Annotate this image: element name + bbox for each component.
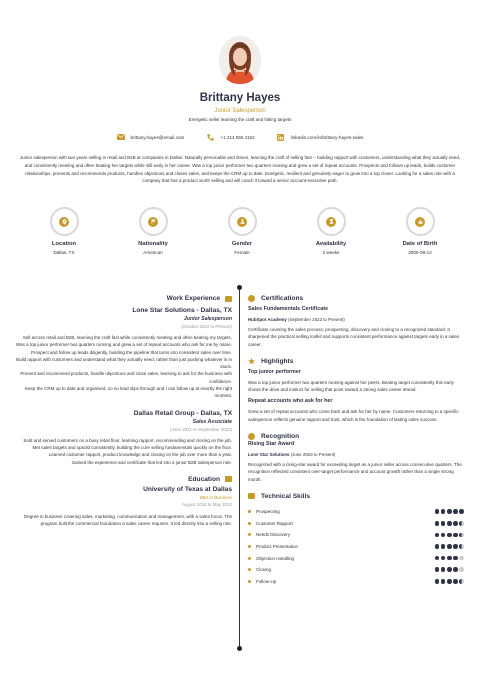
highlight-text: Grew a set of repeat accounts who come back and ask for her by name. Customers returning to a specific salesperson reflects genuine rapport and trust, which is the foundation of lasting sales success. bbox=[248, 409, 459, 422]
skill-row bbox=[248, 529, 464, 541]
skill-rating bbox=[435, 567, 464, 572]
certificate-icon bbox=[248, 295, 255, 302]
bullet-icon bbox=[248, 533, 251, 536]
skill-row bbox=[248, 541, 464, 553]
rating-dot bbox=[435, 533, 440, 538]
skills-list bbox=[248, 506, 464, 587]
skill-name: Product Presentation bbox=[256, 544, 299, 550]
job-title: Junior Salesperson bbox=[214, 108, 266, 114]
job-bullet: Gained the experience and certificate that led into a junior B2B salesperson role. bbox=[71, 459, 232, 465]
rating-dot bbox=[447, 579, 452, 584]
contact-phone[interactable] bbox=[206, 134, 254, 140]
skill-name: Follow-Up bbox=[256, 578, 277, 584]
job-entry bbox=[16, 410, 232, 466]
contact-linkedin[interactable] bbox=[277, 134, 364, 140]
bullet-icon bbox=[248, 568, 251, 571]
job-dates: (October 2022 to Present) bbox=[181, 324, 232, 329]
certification-description: Certificate covering the sales process, prospecting, discovery and closing to a recognized standard. It sharpened the practical selling toolkit and supports consistent performance against targets early in a sales career. bbox=[248, 327, 460, 347]
rating-dot bbox=[435, 567, 440, 572]
skill-rating bbox=[435, 521, 464, 526]
info-gender bbox=[216, 207, 268, 255]
skill-row bbox=[248, 552, 464, 564]
avatar bbox=[219, 36, 261, 84]
info-gender-value: Female bbox=[234, 250, 250, 255]
job-bullet: Prospect and follow up leads diligently, building the pipeline that turns into consistent sales over time. bbox=[30, 349, 232, 355]
certification-issuer: HubSpot Academy (September 2022 to Present) bbox=[248, 317, 345, 322]
info-nationality bbox=[127, 207, 179, 255]
info-nationality-label: Nationality bbox=[138, 241, 168, 247]
education-degree: BBA in Business bbox=[199, 494, 232, 500]
skills-heading: Technical Skills bbox=[248, 493, 464, 500]
skill-row bbox=[248, 518, 464, 530]
timeline-divider bbox=[239, 287, 240, 649]
rating-dot bbox=[453, 556, 458, 561]
rating-dot bbox=[453, 544, 458, 549]
bullet-icon bbox=[248, 557, 251, 560]
rating-dot bbox=[459, 567, 464, 572]
job-bullet: Met sales targets and upsold consistently, building the core selling fundamentals quickly on the floor. bbox=[32, 444, 232, 450]
rating-dot bbox=[453, 509, 458, 514]
recognition-heading: Recognition bbox=[248, 433, 464, 440]
skill-name: Prospecting bbox=[256, 509, 280, 515]
tagline: Energetic seller learning the craft and hitting targets bbox=[188, 117, 292, 122]
job-bullet: Build rapport with customers and understand what they actually need, rather than just pushing whatever is in stock. bbox=[16, 356, 232, 370]
info-dob-value: 2000-09-12 bbox=[408, 250, 432, 255]
right-column bbox=[248, 295, 464, 587]
skill-rating bbox=[435, 556, 464, 561]
highlight-title: Repeat accounts who ask for her bbox=[248, 398, 333, 405]
skill-rating bbox=[435, 509, 464, 514]
bullet-icon bbox=[248, 580, 251, 583]
contact-phone-text: +1 214 555 1152 bbox=[220, 134, 255, 140]
cake-icon bbox=[415, 217, 425, 227]
professional-summary: Junior salesperson with two years selling in retail and B2B at companies in Dallas. Naturally personable and driven, learning the craft of selling fast -- building rapport with customers, understanding what they actually need, and consistently meeting and often beating her targets while still early in her career. Was a top junior performer two quarters running and grew a set of repeat accounts. Prospects and follows up leads, builds customer relationships, presents and recommends products, handles objections and closes sales, and keeps the CRM up to date. Energetic, resilient and genuinely eager to grow into a top closer. Looking for a sales role with a company that has a product worth selling and will coach it toward a senior account-executive path. bbox=[19, 155, 461, 184]
graduation-cap-icon bbox=[225, 476, 232, 482]
info-availability-value: 2 weeks bbox=[322, 250, 340, 255]
info-nationality-value: American bbox=[143, 250, 163, 255]
hourglass-icon bbox=[326, 217, 336, 227]
rating-dot bbox=[447, 533, 452, 538]
highlights-section bbox=[248, 358, 464, 423]
certifications-section bbox=[248, 295, 464, 348]
info-gender-label: Gender bbox=[231, 241, 253, 247]
job-bullet: Sold and served customers on a busy retail floor, learning rapport, recommending and closing on the job. bbox=[23, 437, 232, 443]
award-icon bbox=[248, 433, 255, 440]
toolbox-icon bbox=[248, 493, 255, 499]
rating-dot bbox=[435, 544, 440, 549]
info-dob bbox=[394, 207, 446, 255]
rating-dot bbox=[441, 567, 446, 572]
job-bullet: Learned customer rapport, product knowledge and closing on the job over more than a year. bbox=[48, 452, 232, 458]
rating-dot bbox=[447, 521, 452, 526]
skill-name: Objection Handling bbox=[256, 555, 295, 561]
contact-email-text: brittany.hayes@email.com bbox=[130, 134, 185, 140]
rating-dot bbox=[447, 544, 452, 549]
flag-icon bbox=[148, 217, 158, 227]
rating-dot bbox=[447, 567, 452, 572]
rating-dot bbox=[447, 509, 452, 514]
contact-email[interactable] bbox=[117, 134, 185, 140]
education-section bbox=[16, 476, 232, 528]
bullet-icon bbox=[248, 545, 251, 548]
rating-dot bbox=[453, 521, 458, 526]
job-bullet: Keep the CRM up to date and organised, so no lead slips through and I can follow up at exactly the right moment. bbox=[24, 386, 232, 399]
certification-name: Sales Fundamentals Certificate bbox=[248, 306, 328, 312]
work-experience-heading: Work Experience bbox=[16, 295, 232, 302]
personal-info bbox=[16, 207, 464, 255]
briefcase-icon bbox=[225, 296, 232, 302]
rating-dot bbox=[459, 556, 464, 561]
rating-dot bbox=[459, 544, 464, 549]
rating-dot bbox=[435, 579, 440, 584]
skill-name: Needs Discovery bbox=[256, 532, 291, 538]
job-bullet: Present and recommend products, handle objections and close sales, learning to ask for the business with confidence. bbox=[20, 371, 232, 384]
job-org: Dallas Retail Group - Dallas, TX bbox=[133, 409, 232, 417]
highlights-heading: ★ Highlights bbox=[248, 356, 294, 366]
rating-dot bbox=[447, 556, 452, 561]
info-location-label: Location bbox=[51, 241, 77, 247]
rating-dot bbox=[459, 579, 464, 584]
rating-dot bbox=[459, 521, 464, 526]
recognition-issuer: Lone Star Solutions (June 2023 to Present) bbox=[248, 452, 336, 458]
certifications-heading: Certifications bbox=[248, 295, 464, 302]
phone-icon bbox=[206, 134, 214, 140]
education-dates: August 2018 to May 2022 bbox=[181, 501, 232, 507]
rating-dot bbox=[459, 533, 464, 538]
rating-dot bbox=[441, 556, 446, 561]
bullet-icon bbox=[248, 510, 251, 513]
timeline-dot-bottom bbox=[237, 646, 242, 651]
location-icon bbox=[59, 217, 69, 227]
job-bullet: Was a top junior performer two quarters running and grew a set of repeat accounts who ask for me by name. bbox=[16, 342, 232, 348]
rating-dot bbox=[435, 556, 440, 561]
skill-rating bbox=[435, 544, 464, 549]
job-dates: (June 2021 to September 2022) bbox=[170, 426, 232, 432]
recognition-description: Recognized with a rising-star award for exceeding target as a junior seller across consecutive quarters. The recognition reflected consistent over-target performance and account growth rather than a single strong month. bbox=[248, 462, 462, 482]
rating-dot bbox=[441, 521, 446, 526]
star-icon: ★ bbox=[248, 356, 256, 366]
highlight-text: Was a top junior performer two quarters running against her peers. Beating target consistently this early shows the drive and instinct for selling that point toward a strong sales career ahead. bbox=[248, 379, 454, 393]
candidate-name: Brittany Hayes bbox=[199, 92, 281, 104]
info-location bbox=[38, 207, 90, 255]
job-bullets bbox=[16, 437, 232, 466]
rating-dot bbox=[435, 509, 440, 514]
rating-dot bbox=[459, 509, 464, 514]
email-icon bbox=[117, 134, 125, 140]
contact-linkedin-text: linkedin.com/in/brittany-hayes-sales bbox=[290, 134, 364, 140]
job-bullets bbox=[16, 334, 232, 400]
rating-dot bbox=[441, 579, 446, 584]
contact-bar bbox=[0, 134, 480, 140]
skill-row bbox=[248, 576, 464, 588]
skill-rating bbox=[435, 579, 464, 584]
linkedin-icon bbox=[277, 134, 285, 140]
skills-section bbox=[248, 493, 464, 587]
recognition-section bbox=[248, 433, 464, 483]
skill-name: Closing bbox=[256, 567, 272, 573]
rating-dot bbox=[441, 509, 446, 514]
skill-rating bbox=[435, 533, 464, 538]
info-dob-label: Date of Birth bbox=[402, 241, 438, 247]
rating-dot bbox=[441, 533, 446, 538]
info-availability bbox=[305, 207, 357, 255]
job-role: Junior Salesperson bbox=[183, 316, 232, 322]
rating-dot bbox=[435, 521, 440, 526]
skill-row bbox=[248, 564, 464, 576]
recognition-title: Rising Star Award bbox=[248, 441, 295, 448]
skill-name: Customer Rapport bbox=[256, 520, 293, 526]
job-role: Sales Associate bbox=[192, 418, 232, 425]
rating-dot bbox=[441, 544, 446, 549]
job-org: Lone Star Solutions - Dallas, TX bbox=[132, 307, 232, 314]
gender-icon bbox=[237, 217, 247, 227]
info-availability-label: Availability bbox=[315, 241, 347, 247]
left-column bbox=[16, 295, 232, 527]
bullet-icon bbox=[248, 522, 251, 525]
highlight-title: Top junior performer bbox=[248, 368, 301, 375]
education-heading: Education bbox=[16, 476, 232, 483]
job-entry bbox=[16, 307, 232, 400]
education-school: University of Texas at Dallas bbox=[143, 485, 232, 493]
education-description: Degree in business covering sales, marketing, communication and management, with a sales focus. The program built the commercial foundation a sales career requires. It led directly into a selling role. bbox=[23, 513, 232, 527]
info-location-value: Dallas, TX bbox=[53, 250, 75, 255]
rating-dot bbox=[453, 567, 458, 572]
timeline-dot-top bbox=[237, 285, 242, 290]
skill-row bbox=[248, 506, 464, 518]
rating-dot bbox=[453, 579, 458, 584]
job-bullet: Sell across retail and B2B, learning the craft fast while consistently meeting and often beating my targets. bbox=[22, 335, 232, 340]
rating-dot bbox=[453, 533, 458, 538]
